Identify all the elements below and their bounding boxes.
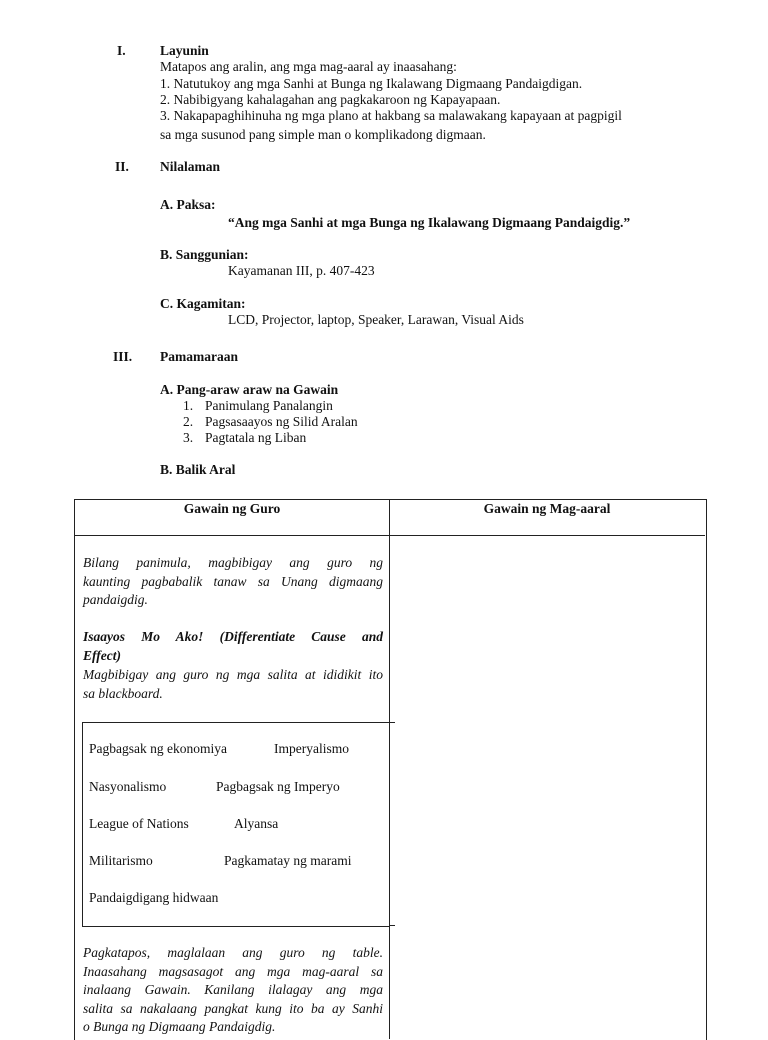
list-item: 1. Panimulang Panalangin — [183, 398, 333, 413]
word-card: Pagbagsak ng ekonomiya — [89, 741, 227, 756]
closing-paragraph: Pagkatapos, maglalaan ang guro ng table. Inaasahang magsasagot ang mga mag-aaral sa inalaang Gawain. Kanilang ilalagay ang mga salita sa nakalaang pangkat kung ito ba ay Sanhi o Bunga ng Digmaang Pandaigdig. — [83, 945, 383, 1034]
paksa-label: A. Paksa: — [160, 197, 216, 212]
header-gawain-mag-aaral: Gawain ng Mag-aaral — [483, 501, 611, 516]
sanggunian-value: Kayamanan III, p. 407-423 — [228, 263, 375, 278]
word-card: Pagbagsak ng Imperyo — [216, 779, 340, 794]
word-card: Alyansa — [234, 816, 279, 831]
objective-2: 2. Nabibigyang kahalagahan ang pagkakaroon ng Kapayapaan. — [160, 92, 501, 107]
gawain-list — [183, 398, 358, 446]
objective-1: 1. Natutukoy ang mga Sanhi at Bunga ng Ikalawang Digmaang Pandaigdigan. — [160, 76, 583, 91]
section-2-title: Nilalaman — [160, 159, 221, 174]
list-item: 2. Pagsasaayos ng Silid Aralan — [183, 414, 358, 429]
header-gawain-guro: Gawain ng Guro — [183, 501, 281, 516]
word-card: Pandaigdigang hidwaan — [89, 890, 219, 905]
word-card: Militarismo — [89, 853, 153, 868]
kagamitan-value: LCD, Projector, laptop, Speaker, Larawan, Visual Aids — [228, 312, 524, 327]
section-1-intro: Matapos ang aralin, ang mga mag-aaral ay inaasahang: — [160, 59, 457, 74]
kagamitan-label: C. Kagamitan: — [160, 296, 246, 311]
section-2-number: II. — [115, 159, 129, 174]
activity-title: Isaayos Mo Ako! (Differentiate Cause and Effect) — [83, 629, 383, 663]
sanggunian-label: B. Sanggunian: — [160, 247, 249, 262]
objective-3-continued: sa mga susunod pang simple man o komplikadong digmaan. — [160, 127, 486, 142]
section-1-number: I. — [117, 43, 126, 58]
list-item: 3. Pagtatala ng Liban — [183, 430, 307, 445]
paksa-value: “Ang mga Sanhi at mga Bunga ng Ikalawang Digmaang Pandaigdig.” — [228, 215, 631, 230]
balik-aral-label: B. Balik Aral — [160, 462, 236, 477]
activity-instruction: Magbibigay ang guro ng mga salita at ididikit ito sa blackboard. — [83, 667, 383, 701]
section-3-number: III. — [113, 349, 133, 364]
intro-paragraph: Bilang panimula, magbibigay ang guro ng kaunting pagbabalik tanaw sa Unang digmaang pandaigdig. — [83, 555, 383, 607]
gawain-label: A. Pang-araw araw na Gawain — [160, 382, 339, 397]
word-box-top-edge — [389, 722, 395, 723]
section-1-title: Layunin — [160, 43, 209, 58]
word-card: Pagkamatay ng marami — [224, 853, 352, 868]
section-3-title: Pamamaraan — [160, 349, 238, 364]
word-card: League of Nations — [89, 816, 189, 831]
word-card: Imperyalismo — [274, 741, 349, 756]
table-header-divider — [74, 535, 705, 536]
objective-3: 3. Nakapapaghihinuha ng mga plano at hakbang sa malawakang kapayaan at pagpigil — [160, 108, 622, 123]
word-card: Nasyonalismo — [89, 779, 167, 794]
word-box-bottom-edge — [389, 925, 395, 926]
